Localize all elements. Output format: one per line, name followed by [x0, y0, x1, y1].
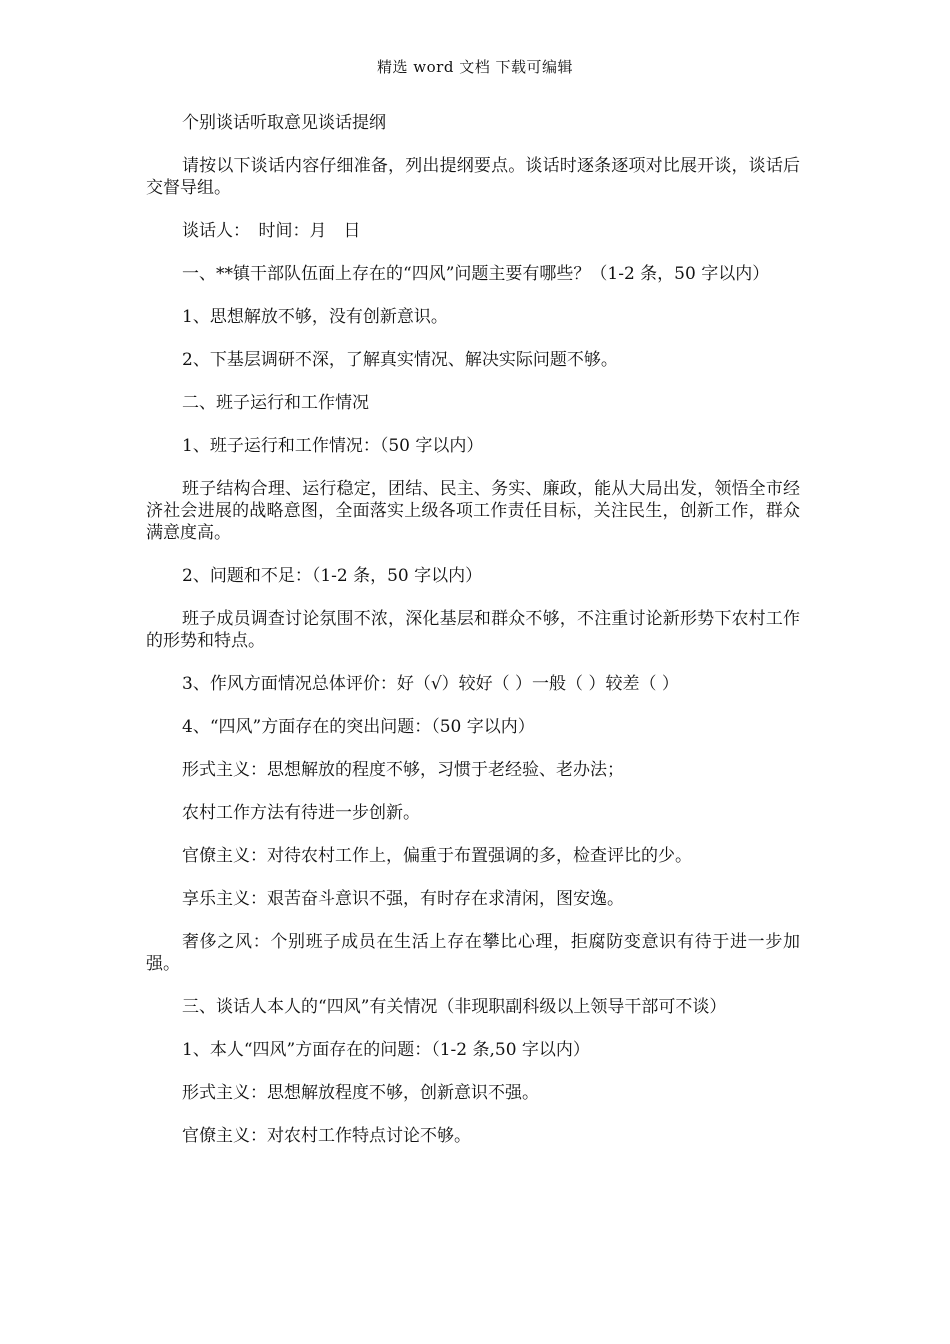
personal-bureaucratism-paragraph: 官僚主义：对农村工作特点讨论不够。 — [182, 1126, 471, 1146]
section-three-heading: 三、谈话人本人的“四风”有关情况（非现职副科级以上领导干部可不谈） — [182, 997, 727, 1017]
bureaucratism-paragraph: 官僚主义：对待农村工作上，偏重于布置强调的多，检查评比的少。 — [182, 846, 692, 866]
section-two-subheading-1: 1、班子运行和工作情况：（50 字以内） — [182, 436, 484, 456]
interviewer-time-line: 谈话人： 时间：月 日 — [182, 221, 361, 241]
personal-formalism-paragraph: 形式主义：思想解放程度不够，创新意识不强。 — [182, 1083, 539, 1103]
section-one-item-2: 2、下基层调研不深，了解真实情况、解决实际问题不够。 — [182, 350, 618, 370]
section-three-subheading-1: 1、本人“四风”方面存在的问题：（1-2 条,50 字以内） — [182, 1040, 590, 1060]
rural-work-paragraph: 农村工作方法有待进一步创新。 — [182, 803, 420, 823]
instruction-paragraph: 请按以下谈话内容仔细准备，列出提纲要点。谈话时逐条逐项对比展开谈，谈话后交督导组。 — [146, 156, 800, 198]
hedonism-paragraph: 享乐主义：艰苦奋斗意识不强，有时存在求清闲，图安逸。 — [182, 889, 624, 909]
document-title: 个别谈话听取意见谈话提纲 — [182, 113, 386, 133]
section-two-subheading-2: 2、问题和不足：（1-2 条，50 字以内） — [182, 566, 483, 586]
four-winds-problems-heading: 4、“四风”方面存在的突出问题：（50 字以内） — [182, 717, 535, 737]
section-two-heading: 二、班子运行和工作情况 — [182, 393, 369, 413]
page-header: 精选 word 文档 下载可编辑 — [377, 58, 573, 76]
section-one-item-1: 1、思想解放不够，没有创新意识。 — [182, 307, 448, 327]
section-one-heading: 一、**镇干部队伍面上存在的“四风”问题主要有哪些？（1-2 条，50 字以内） — [182, 264, 770, 284]
team-operation-paragraph: 班子结构合理、运行稳定，团结、民主、务实、廉政，能从大局出发，领悟全市经济社会进展的战略意图，全面落实上级各项工作责任目标，关注民生，创新工作，群众满意度高。 — [146, 479, 800, 543]
document-body — [146, 112, 800, 1168]
extravagance-paragraph: 奢侈之风：个别班子成员在生活上存在攀比心理，拒腐防变意识有待于进一步加强。 — [146, 932, 800, 974]
problems-paragraph: 班子成员调查讨论氛围不浓，深化基层和群众不够，不注重讨论新形势下农村工作的形势和特点。 — [146, 609, 800, 651]
overall-evaluation-line: 3、作风方面情况总体评价：好（√）较好（ ）一般（ ）较差（ ） — [182, 674, 679, 694]
formalism-paragraph: 形式主义：思想解放的程度不够，习惯于老经验、老办法； — [182, 760, 624, 780]
